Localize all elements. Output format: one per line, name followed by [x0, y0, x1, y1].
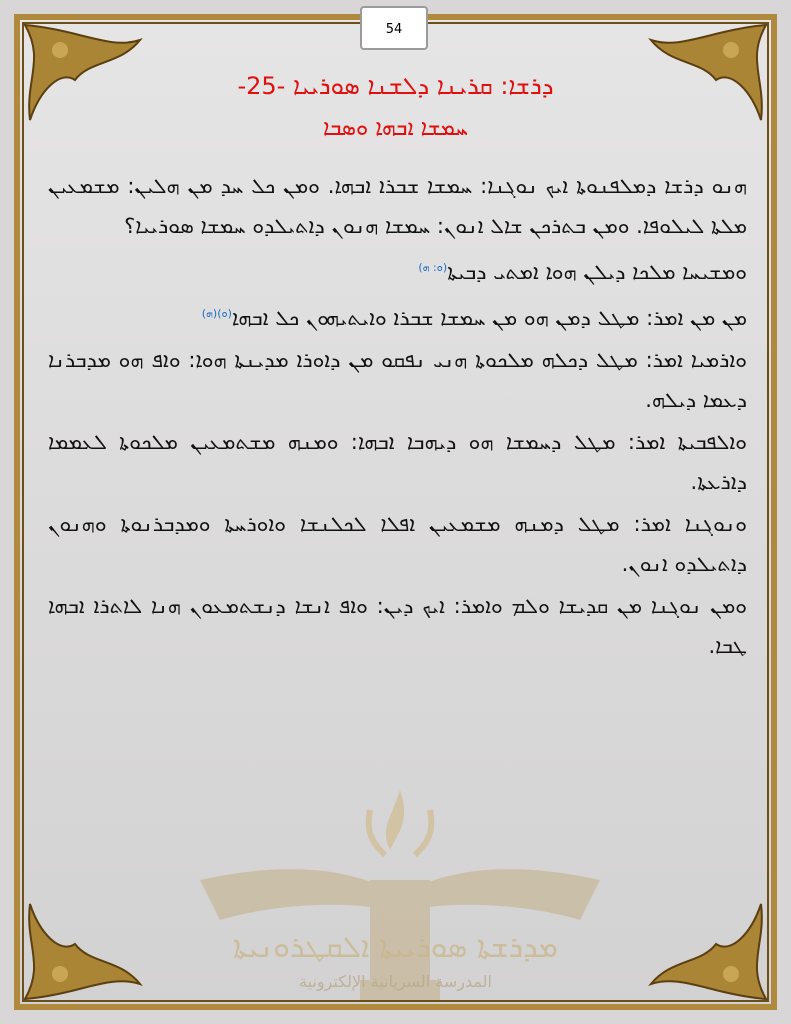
watermark-syriac: ܡܕܪܫܬܐ ܣܘܪܝܝܬܐ ܐܠܩܛܪܘܢܝܬܐ — [233, 930, 558, 965]
lesson-title: ܕܪܫܐ: ܩܪܝܢܐ ܕܠܫܢܐ ܣܘܪܝܝܐ -25- — [237, 72, 554, 100]
paragraph: ܘܐܠܦܒܝܬܐ ܐܡܪ: ܡܛܠ ܕܚܡܫܐ ܗܘ ܕܝܗܒܐ ܐܒܗܐ: ܘܡܢܗ ܡܫܬܡܥܝܢ ܡܠܟܘܬܐ ܠܥܡܡܐ ܕܐܪܥܬܐ. — [48, 430, 747, 494]
page-number: 54 — [360, 6, 428, 50]
footnote-marker: (ܘ: ܗ) — [418, 261, 448, 274]
paragraph: ܘܐܪܡܝܐ ܐܡܪ: ܡܛܠ ܕܟܠܗ ܡܠܟܘܬܐ ܗܢܝ ܢܦܩܘ ܡܢ ܕܐܘܪܐ ܡܕܝܢܬܐ ܗܘܐ: ܘܐܦ ܗܘ ܡܕܒܪܢܐ ܕܥܡܐ ܕܝܠܗ. — [48, 348, 747, 412]
paragraph: ܘܡܢ ܢܘܓܢܐ ܡܢ ܩܕܝܫܐ ܘܠܡ ܘܐܡܪ: ܐܝܟ ܕܝܢ: ܘܐܦ ܐܢܫܐ ܕܢܫܬܡܥܘܢ ܗܢܐ ܠܐܬܪܐ ܐܒܗܐ ܛܒܐ. — [48, 594, 747, 658]
paragraph: ܗܢܘ ܕܪܫܐ ܕܡܠܦܢܘܬܐ ܐܝܟ ܢܘܓܢܐ: ܚܡܫܐ ܫܒܪܐ ܐܒܗܐ. ܘܡܢ ܟܠ ܚܕ ܡܢ ܗܠܝܢ: ܡܫܡܥܝܢ ܡܠܬܐ ܠܝܠܘܦܐ. ܘܡܢ ܒܬܪܟܢ ܫܐܠ ܐܢܘܢ: ܚܡܫܐ ܗܢܘܢ ܕܐܬܝܠܕܘ ܚܡܫܐ ܣܘܪܝܝܐ؟ — [48, 174, 747, 238]
paragraph: ܘܡܫܝܚܐ ܡܠܟܐ ܕܝܠܢ ܗܘܐ ܐܡܬܝ ܕܒܝܬܐ$^{(ܘ: ܗ)}$ — [418, 260, 747, 284]
ornament-corner-icon — [621, 884, 771, 1004]
lesson-body — [48, 166, 747, 668]
paragraph: ܡܢ ܡܢ ܐܡܪ: ܡܛܠ ܕܡܢ ܗܘ ܡܢ ܚܡܫܐ ܫܒܪܐ ܘܐܝܬܝܗܘܢ ܟܠ ܐܒܗܐ$^{(ܘ)(ܗ)}$ — [201, 306, 747, 330]
lesson-subtitle: ܚܡܫܐ ܐܒܗܐ ܘܣܒܐ — [323, 116, 468, 141]
footnote-marker: (ܗ) — [201, 307, 218, 320]
ornament-corner-icon — [20, 884, 170, 1004]
watermark-arabic: المدرسة السريانية الإلكترونية — [299, 972, 492, 991]
paragraph: ܘܢܘܓܢܐ ܐܡܪ: ܡܛܠ ܕܡܢܗ ܡܫܡܥܝܢ ܐܦܠܐ ܠܟܠܢܫܐ ܘܐܘܪܚܬܐ ܘܡܕܒܪܢܘܬܐ ܘܗܢܘܢ ܕܐܬܝܠܕܘ ܐܢܘܢ. — [48, 512, 747, 576]
footnote-marker: (ܘ) — [217, 307, 232, 320]
